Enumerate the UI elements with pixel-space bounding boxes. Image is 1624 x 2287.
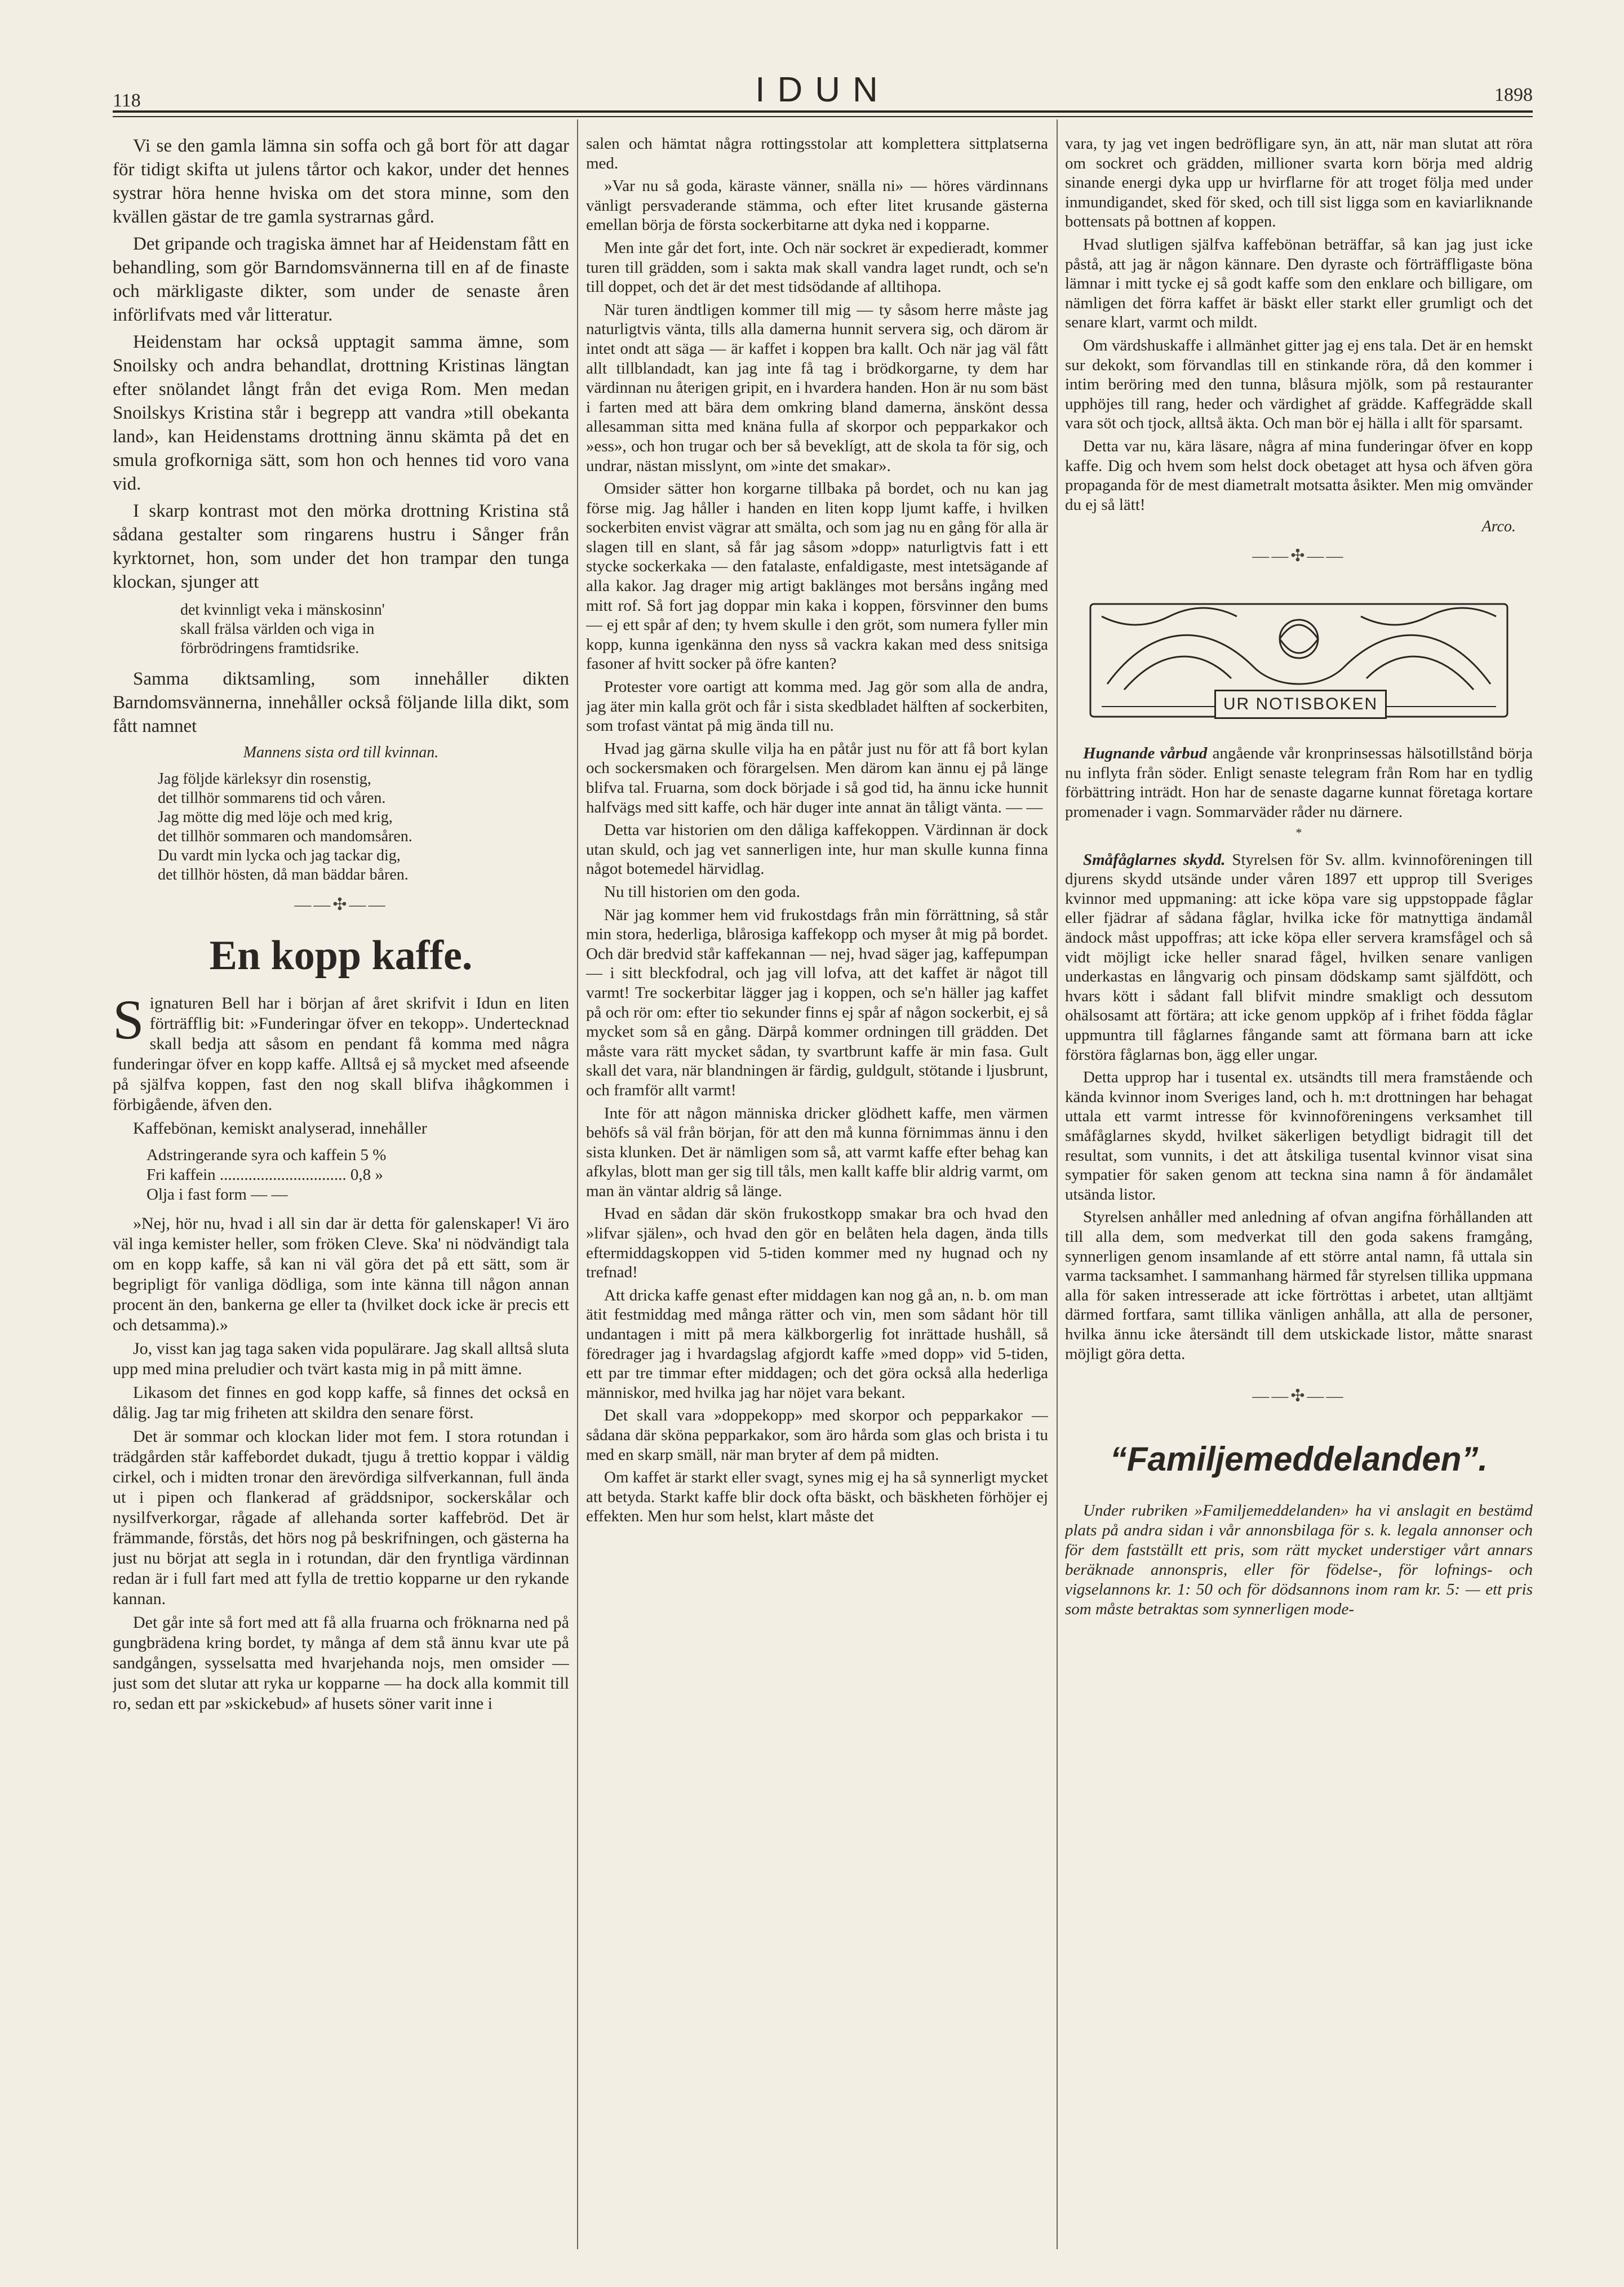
verse-line: Du vardt min lycka och jag tackar dig, bbox=[158, 847, 401, 864]
paragraph: Hvad slutligen själfva kaffebönan beträffar, så kan jag just icke påstå, att jag är någon kännare. Den dyraste och förträffligaste böna lämnar i mitt tycke ej så godt kaffe som den enklare och billigare, om nämligen det förra kaffet är bäskt eller starkt eller grumligt och det senare klart, varmt och mildt. bbox=[1065, 235, 1533, 332]
masthead-title: IDUN bbox=[755, 70, 890, 109]
ornament-divider: ——✣—— bbox=[1252, 547, 1346, 566]
paragraph: Detta var nu, kära läsare, några af mina funderingar öfver en kopp kaffe. Dig och hvem som helst dock obetaget att hysa och äfven göra propaganda för de mest diametralt motsatta åsikter. Men mig omvänder du ej så lätt! bbox=[1065, 437, 1533, 514]
notisboken-banner bbox=[1085, 599, 1513, 723]
news-item bbox=[1065, 850, 1533, 1065]
ornament-divider: ——✣—— bbox=[1252, 1387, 1346, 1406]
paragraph: Om kaffet är starkt eller svagt, synes mig ej ha så synnerligt mycket att betyda. Starkt kaffe blir dock ofta bäskt, och bäskheten förhöjer ej effekten. Men hur som helst, klart måste det bbox=[586, 1468, 1048, 1526]
analysis-row: Olja i fast form — — bbox=[147, 1185, 288, 1204]
paragraph: Hvad en sådan där skön frukostkopp smakar bra och hvad den »lifvar själen», och hvad den gör en belåten hela dagen, ända tills eftermiddagskoppen vid 5-tiden kommer med ny hugnad och ny trefnad! bbox=[586, 1205, 1048, 1282]
column-divider-2 bbox=[1057, 119, 1058, 2249]
verse-line: det kvinnligt veka i mänskosinn' bbox=[180, 601, 385, 619]
news-item bbox=[1065, 744, 1533, 821]
verse-line: Jag mötte dig med löje och med krig, bbox=[158, 809, 393, 826]
poem bbox=[158, 770, 569, 885]
analysis-row: Adstringerande syra och kaffein 5 % bbox=[147, 1146, 387, 1164]
verse-excerpt bbox=[180, 601, 569, 658]
paragraph: vara, ty jag vet ingen bedröfligare syn, än att, när man slutat att röra om sockret och grädden, millioner svarta korn börja med aldrig sinande energi dyka upp ur hvirflarne för att troget följa med under inmundigandet, sked för sked, och till sist ligga som en kaviarliknande bottensats på bottnen af koppen. bbox=[1065, 135, 1533, 231]
paragraph: Men inte går det fort, inte. Och när sockret är expedieradt, kommer turen till grädden, som i sakta mak skall vandra laget rundt, och se'n till doppet, och det är det mest tidsödande af alltihopa. bbox=[586, 238, 1048, 296]
article-lead bbox=[113, 988, 569, 1115]
paragraph: Hvad jag gärna skulle vilja ha en påtår just nu för att få bort kylan och sockersmaken och förargelsen. Men därom kan ännu ej på länge blifva tal. Fruarna, som dock började i så god tid, ha ännu icke hunnit halfvägs med sitt kaffe, och här duger inte annat än tåligt vänta. — — bbox=[586, 739, 1048, 816]
analysis-table bbox=[147, 1145, 569, 1205]
verse-line: det tillhör sommarens tid och våren. bbox=[158, 789, 386, 807]
paragraph: Nu till historien om den goda. bbox=[604, 882, 800, 901]
verse-line: förbrödringens framtidsrike. bbox=[180, 640, 360, 657]
lead-text: ignaturen Bell har i början af året skrifvit i Idun en liten förträfflig bit: »Funderingar öfver en tekopp». Undertecknad skall bedja att såsom en pendant få komma med några funderingar öfver en kopp kaffe. Alltså ej så mycket med afseende på själfva koppen, fast den nog skall blifva ihågkommen i förbigående, äfven den. bbox=[113, 994, 569, 1114]
asterisk-divider: * bbox=[1295, 825, 1302, 840]
verse-line: skall frälsa världen och viga in bbox=[180, 620, 375, 638]
author-signature: Arco. bbox=[1481, 518, 1516, 536]
paragraph: Protester vore oartigt att komma med. Jag gör som alla de andra, jag äter min kalla gröt och får i sista skedbladet hälften af sockerbiten, som trofast väntat på mig ända till nu. bbox=[586, 678, 1048, 735]
news-text: Styrelsen för Sv. allm. kvinnoföreningen till djurens skydd utsände under våren 1897 ett upprop till Sveriges kvinnor med uppmaning: att icke köpa vare sig uppstoppade fåglar eller fjädrar af sådana fåglar, hvilka icke för matnyttiga ändamål ändock måst uppoffras; att icke köpa eller servera kramsfågel och så vidt möjligt icke heller snarad fågel, hvilken senare vanligen underkastas en långvarig och pinsam dödskamp samt själfdött, och hvars kött i sådant fall blifvit mindre smakligt och dessutom ohälsosamt att förtära; att icke genom uppköp af i frihet födda fåglar uppmuntra till fåglarnes fångande samt att förmana barn att icke förstöra fåglarnas bon, ägg eller ungar. bbox=[1065, 850, 1533, 1064]
header-rule-thick bbox=[113, 110, 1533, 113]
verse-line: det tillhör hösten, då man bäddar båren. bbox=[158, 866, 409, 883]
column-2 bbox=[586, 134, 1048, 2253]
paragraph: »Nej, hör nu, hvad i all sin dar är detta för galenskaper! Vi äro väl inga kemister heller, som fröken Cleve. Ska' ni nödvändigt tala om en kopp kaffe, så kan ni väl göra det på ett sätt, som är begripligt för vanliga dödliga, som inte känna till någon annan procent än den, bankerna ge eller ta (hvilket dock icke är precis ett och detsamma).» bbox=[113, 1214, 569, 1334]
section-heading: “Familjemeddelanden”. bbox=[1110, 1440, 1488, 1478]
notice-block bbox=[1065, 1501, 1533, 1619]
column-1 bbox=[113, 134, 569, 2253]
paragraph: Kaffebönan, kemiskt analyserad, innehåller bbox=[133, 1119, 427, 1138]
column-divider-1 bbox=[577, 119, 578, 2249]
paragraph: Det går inte så fort med att få alla fruarna och fröknarna ned på gungbrädena kring bordet, ty många af dem stå ännu kvar ute på sandgången, sysselsatta med hvarjehanda nojs, men omsider — just som det slutar att ryka ur kopparne — ha dock alla kommit till ro, sedan ett par »skickebud» af husets söner varit inne i bbox=[113, 1613, 569, 1713]
paragraph: Likasom det finnes en god kopp kaffe, så finnes det också en dålig. Jag tar mig friheten att skildra den senare först. bbox=[113, 1383, 569, 1422]
paragraph: Det skall vara »doppekopp» med skorpor och pepparkakor — sådana där sköna pepparkakor, som äro hårda som glas och brista i tu med en skarp smäll, när man bryter af dem på midten. bbox=[586, 1406, 1048, 1464]
notice-text: Under rubriken »Familjemeddelanden» ha vi anslagit en bestämd plats på andra sidan i vår annonsbilaga för s. k. legala annonser och för dem fastställt ett pris, som rätt mycket understiger vårt annars beräknade annonspris, eller för födelse-, för lofnings- och vigselannons kr. 1: 50 och för dödsannons inom ram kr. 5: — ett pris som måste betraktas som synnerligen mode- bbox=[1065, 1502, 1533, 1619]
paragraph: När jag kommer hem vid frukostdags från min förrättning, så står min stora, hederliga, blårosiga kaffekopp och myser åt mig på bordet. Och där bredvid står kaffekannan — nej, hvad säger jag, kaffepumpan — i sitt bleckfodral, och jag vill lofva, att det kaffet är något till varmt! Tre sockerbitar lägger jag i koppen, och se'n häller jag kaffet på och rör om: efter tio sekunder finns ej spår af någon sockerbit, ej så mycket som så en gång. Därpå kommer ordningen till grädden. Det måste vara rätt mycket sådan, ty svartbrunt kaffe är min fasa. Gult skall det vara, när blandningen är färdig, guldgult, stötande i ljusbrunt, och framför allt varmt! bbox=[586, 905, 1048, 1099]
analysis-row: Fri kaffein ............................... 0,8 » bbox=[147, 1166, 383, 1184]
paragraph: Samma diktsamling, som innehåller dikten Barndomsvännerna, innehåller också följande lilla dikt, som fått namnet bbox=[113, 669, 569, 736]
section-label: UR NOTISBOKEN bbox=[1214, 690, 1387, 719]
ornament-divider: ——✣—— bbox=[294, 895, 388, 914]
paragraph: Styrelsen anhåller med anledning af ofvan angifna förhållanden att till alla dem, som medverkat till den goda sakens framgång, synnerligen genom insamlande af ett större antal namn, få uttala sin varma tacksamhet. I sammanhang härmed får styrelsen tillika uppmana alla för saken intresserade att icke förtröttas i arbetet, utan alltjämt därmed fortfara, samt tillika vänligen anhålla, att alla de personer, hvilka ännu icke återsändt till dem utskickade listor, måtte snarast möjligt göra detta. bbox=[1065, 1208, 1533, 1363]
news-lead: Småfåglarnes skydd. bbox=[1083, 850, 1226, 869]
page-year: 1898 bbox=[1494, 85, 1533, 105]
paragraph: Inte för att någon människa dricker glödhett kaffe, men värmen behöfs så väl från början, för att den må kunna förnimmas ännu i den sista klunken. Det är nämligen som så, att varmt kaffe efter behag kan afkylas, blott man ger sig till tåls, men kallt kaffe blir aldrig varmt, om man än väntar aldrig så länge. bbox=[586, 1104, 1048, 1200]
verse-line: Jag följde kärleksyr din rosenstig, bbox=[158, 770, 371, 788]
paragraph: Jo, visst kan jag taga saken vida populärare. Jag skall alltså sluta upp med mina preludier och tvärt kasta mig in på mitt ämne. bbox=[113, 1339, 569, 1378]
news-text: angående vår kronprinsessas hälsotillstånd börja nu inflyta från söder. Enligt senaste telegram från Rom har en tydlig förbättring inträdt. Hon har de senaste dagarne kunnat företaga kortare promenader i vagn. Sommarväder råder nu därnere. bbox=[1065, 744, 1533, 821]
paragraph: salen och hämtat några rottingsstolar att komplettera sittplatserna med. bbox=[586, 135, 1048, 172]
paragraph: Det är sommar och klockan lider mot fem. I stora rotundan i trädgården står kaffebordet dukadt, tjugu å trettio koppar i väldig cirkel, och i midten tronar den ärevördiga silfverkannan, full ända ut i pipen och flankerad af gräddsnipor, sockerskålar och nysilfverkorgar, rågade af allehanda sorter kaffebröd. Det är främmande, förstås, det hörs nog på beskrifningen, och gästerna ha just nu börjat att segla in i rotundan, där den fryntliga värdinnan redan är i full fart med att fylla de trettio kopparne ur den rykande kannan. bbox=[113, 1427, 569, 1608]
paragraph: »Var nu så goda, käraste vänner, snälla ni» — höres värdinnans vänligt persvaderande stämma, och efter litet krusande gästerna emellan börja de första sockerbitarne att dyka ned i kopparne. bbox=[586, 177, 1048, 234]
paragraph: Detta var historien om den dåliga kaffekoppen. Värdinnan är dock utan skuld, och jag vet sannerligen inte, hur man skulle kunna finna något botemedel härvidlag. bbox=[586, 821, 1048, 878]
poem-title: Mannens sista ord till kvinnan. bbox=[243, 744, 439, 761]
paragraph: Omsider sätter hon korgarne tillbaka på bordet, och nu kan jag förse mig. Jag håller i handen en liten kopp ljumt kaffe, i hvilken sockerbiten envist vägrar att smälta, och som jag nu en gång för alla är slagen till en slant, så får jag såsom »dopp» naturligtvis fatt i ett stycke sockerkaka — den fatalaste, enfaldigaste, mest intetsägande af alla kakor. Jag drager mig artigt baklänges mot bersåns ingång med mitt rof. Så fort jag doppar min kaka i koppen, försvinner den bums — ej ett spår af den; ty hvem skulle i den gröt, som numera fyller min kopp, kunna igenkänna den nyss så vackra kakan med dess snitsiga fasoner af hvitt socker på öfre kanten? bbox=[586, 479, 1048, 673]
news-lead: Hugnande vårbud bbox=[1083, 744, 1208, 763]
column-3 bbox=[1065, 134, 1533, 2253]
paragraph: Om värdshuskaffe i allmänhet gitter jag ej ens tala. Det är en hemskt sur dekokt, som förvandlas till en stinkande röra, då den kommer i intim beröring med den tunna, blåsura mjölk, som på restauranter upphöjes till rang, heder och värdighet af grädde. Kaffegrädde skall vara söt och tjock, alltså äkta. Och man bör ej hälla i allt för sparsamt. bbox=[1065, 336, 1533, 433]
paragraph: Att dricka kaffe genast efter middagen kan nog gå an, n. b. om man ätit festmiddag med många rätter och vin, men som sådant hör till undantagen i mitt på mera kälkborgerlig fot inrättade hushåll, så föredrager jag i hvardagslag afgjordt kaffe »med dopp» vid 5-tiden, ett par tre timmar efter middagen; och det göra också alla hederliga människor, med hvilka jag har nöjet vara bekant. bbox=[586, 1286, 1048, 1402]
verse-line: det tillhör sommaren och mandomsåren. bbox=[158, 828, 412, 845]
article-headline: En kopp kaffe. bbox=[209, 932, 473, 979]
page-number: 118 bbox=[113, 90, 141, 111]
paragraph: Detta upprop har i tusental ex. utsändts till mera framstående och kända kvinnor inom Sveriges land, och h. m:t drottningen har behagat uttala ett varmt intresse för kvinnoföreningens verksamhet till småfåglarnes skydd, hvilket säkerligen betydligt bidragit till det resultat, som vunnits, i det att åtskiliga tusental kvinnor visat sina sympatier för saken genom att teckna sina namn å för ändamålet utsända listor. bbox=[1065, 1068, 1533, 1204]
header-rule-thin bbox=[113, 116, 1533, 117]
paragraph: Det gripande och tragiska ämnet har af Heidenstam fått en behandling, som gör Barndomsvännerna till en af de finaste och märkligaste dikter, som under de senaste åren införlifvats med vår litteratur. bbox=[113, 234, 569, 325]
paragraph: Heidenstam har också upptagit samma ämne, som Snoilsky och andra behandlat, drottning Kristinas längtan efter snölandet långt från det eviga Rom. Men medan Snoilskys Kristina står i begrepp att vandra »till obekanta land», kan Heidenstams drottning ännu skämta på det en smula grofkorniga sätt, som hon och hennes tid voro vana vid. bbox=[113, 332, 569, 494]
paragraph: I skarp kontrast mot den mörka drottning Kristina stå sådana gestalter som ringarens hustru i Sånger från kyrktornet, hon, som under det hon trampar den tunga klockan, sjunger att bbox=[113, 501, 569, 592]
paragraph: När turen ändtligen kommer till mig — ty såsom herre måste jag naturligtvis vänta, tills alla damerna hunnit servera sig, och därom är intet ondt att säga — är kaffet i koppen bra kallt. Och när jag väl fått allt tillblandadt, kan jag inte få tag i brödkorgarne, ty dem har värdinnan nu återigen gripit, en i hvardera handen. Hon är nu som bäst i farten med att bära dem omkring bland damerna, änskönt dessa allesamman sitta med knäna fulla af skorpor och pepparkakor och »ess», och hon trugar och ber så beveklígt, att de skola ta för sig, och undrar, nästan misslynt, om »inte det smakar». bbox=[586, 300, 1048, 475]
drop-cap: S bbox=[113, 988, 144, 1051]
paragraph: Vi se den gamla lämna sin soffa och gå bort för att dagar för tidigt skifta ut julens tårtor och kakor, under det hennes systrar höra henne hviska om det stora minne, som den kvällen gästar de tre gamla systrarnas gård. bbox=[113, 136, 569, 227]
page-header bbox=[113, 68, 1533, 124]
